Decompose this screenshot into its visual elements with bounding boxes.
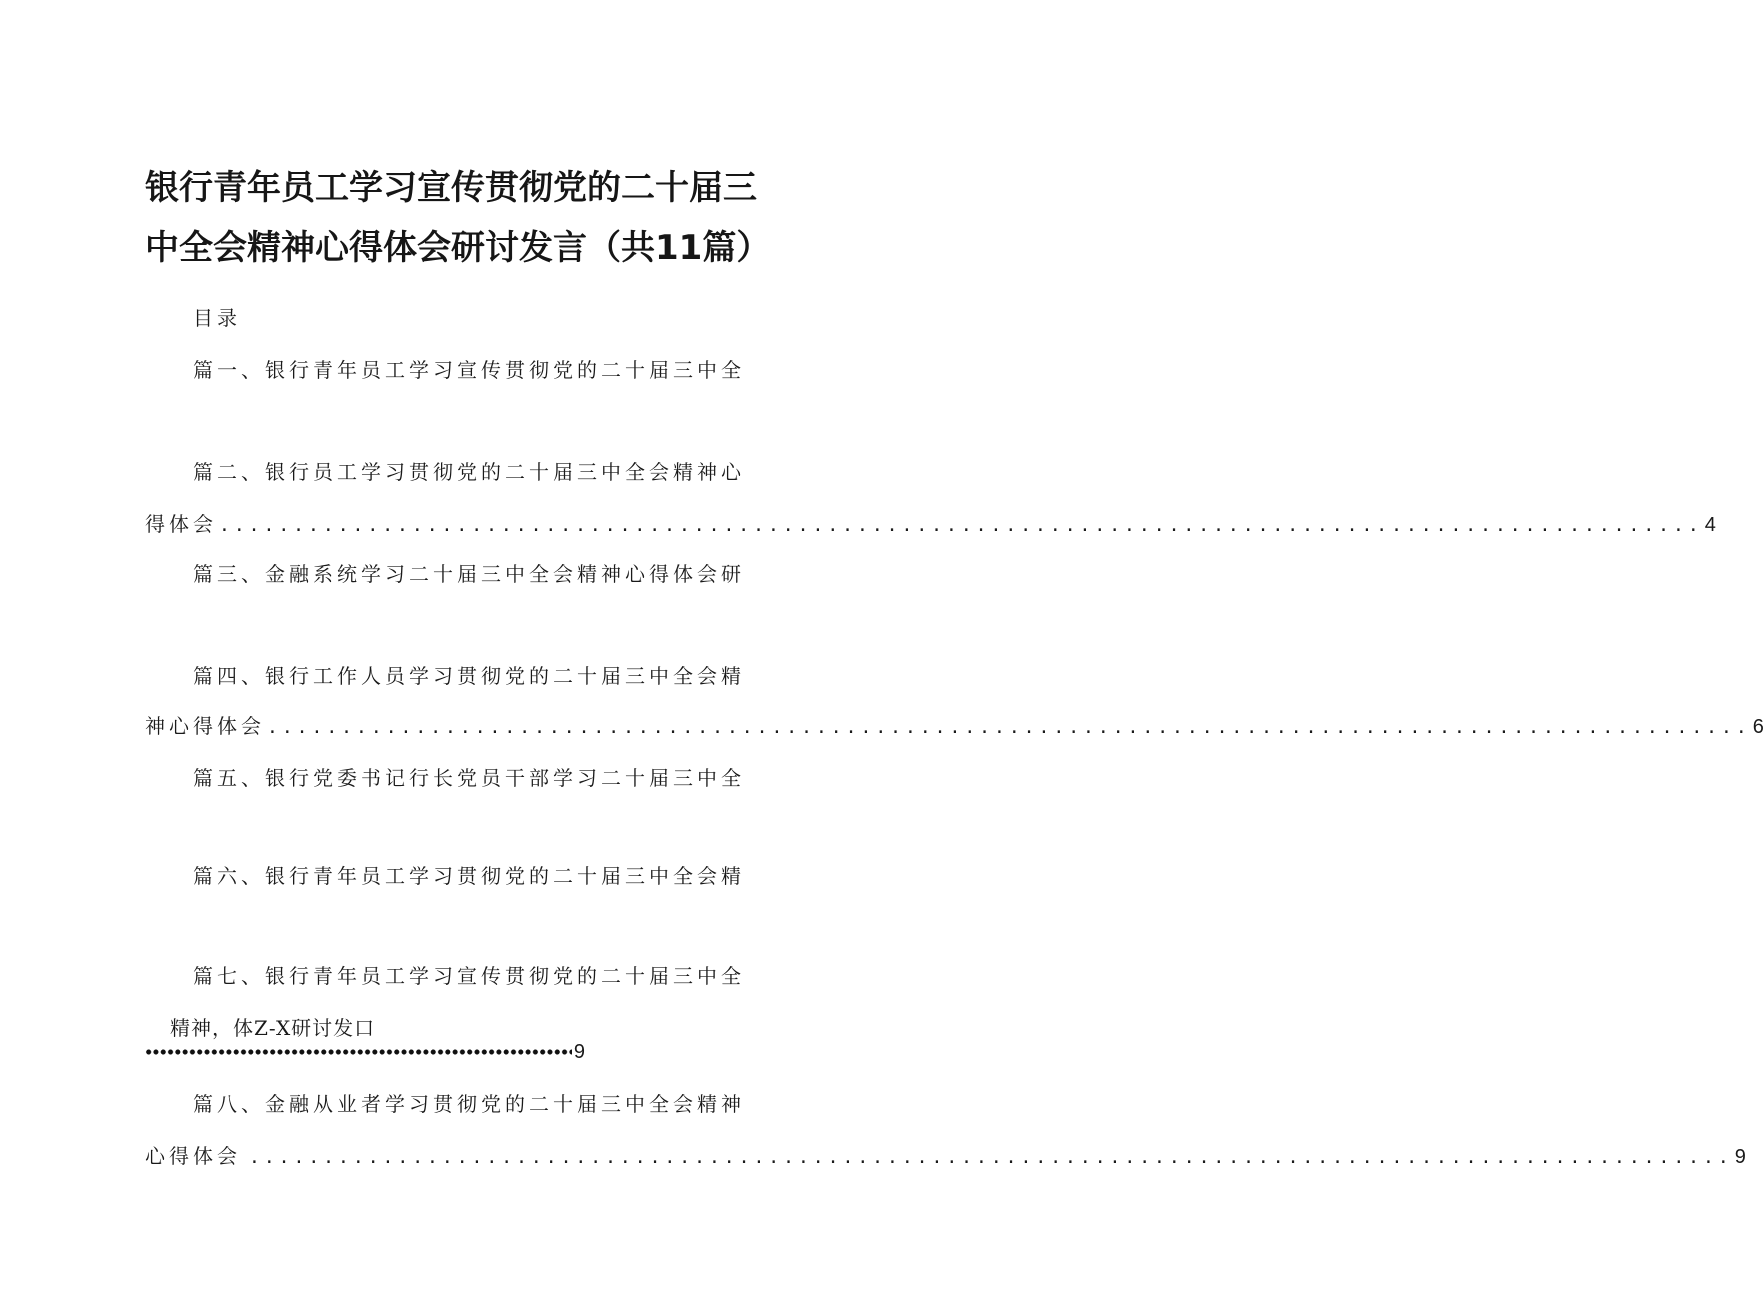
dot-leader: .................................................................................................... (249, 1147, 1733, 1168)
toc-entry-7-leader[interactable] (145, 1040, 585, 1064)
toc-entry-1[interactable]: 篇一、银行青年员工学习宣传贯彻党的二十届三中全 (193, 358, 745, 382)
toc-entry-8-leader[interactable] (145, 1140, 1746, 1169)
toc-entry-7-line-2[interactable]: 精神，体Z-X研讨发口 (170, 1016, 376, 1040)
toc-entry-2-page: 4 (1704, 514, 1716, 536)
toc-entry-2-line-1[interactable]: 篇二、银行员工学习贯彻党的二十届三中全会精神心 (193, 460, 745, 484)
toc-entry-6[interactable]: 篇六、银行青年员工学习贯彻党的二十届三中全会精 (193, 864, 745, 888)
toc-entry-3[interactable]: 篇三、金融系统学习二十届三中全会精神心得体会研 (193, 562, 745, 586)
toc-entry-4-line-1[interactable]: 篇四、银行工作人员学习贯彻党的二十届三中全会精 (193, 664, 745, 688)
toc-entry-4-line-2: 神心得体会 (145, 714, 265, 738)
toc-entry-4-page: 6 (1752, 716, 1764, 738)
dot-leader: .................................................................................................... (219, 515, 1703, 536)
toc-entry-7-line-1[interactable]: 篇七、银行青年员工学习宣传贯彻党的二十届三中全 (193, 964, 745, 988)
toc-entry-2-line-2: 得体会 (145, 512, 217, 536)
toc-entry-2-leader[interactable] (145, 508, 1716, 537)
document-title-line-1: 银行青年员工学习宣传贯彻党的二十届三 (145, 168, 757, 208)
toc-heading: 目录 (193, 306, 241, 330)
toc-entry-8-page: 9 (1734, 1146, 1746, 1168)
dot-leader: .................................................................................................... (267, 717, 1751, 738)
toc-entry-8-line-1[interactable]: 篇八、金融从业者学习贯彻党的二十届三中全会精神 (193, 1092, 745, 1116)
document-title-line-2: 中全会精神心得体会研讨发言（共11篇） (145, 228, 771, 268)
toc-entry-5[interactable]: 篇五、银行党委书记行长党员干部学习二十届三中全 (193, 766, 745, 790)
toc-entry-4-leader[interactable] (145, 710, 1764, 739)
toc-entry-8-line-2: 心得体会 (145, 1144, 241, 1168)
toc-entry-7-page: 9 (573, 1040, 585, 1063)
dot-leader (145, 1049, 572, 1055)
